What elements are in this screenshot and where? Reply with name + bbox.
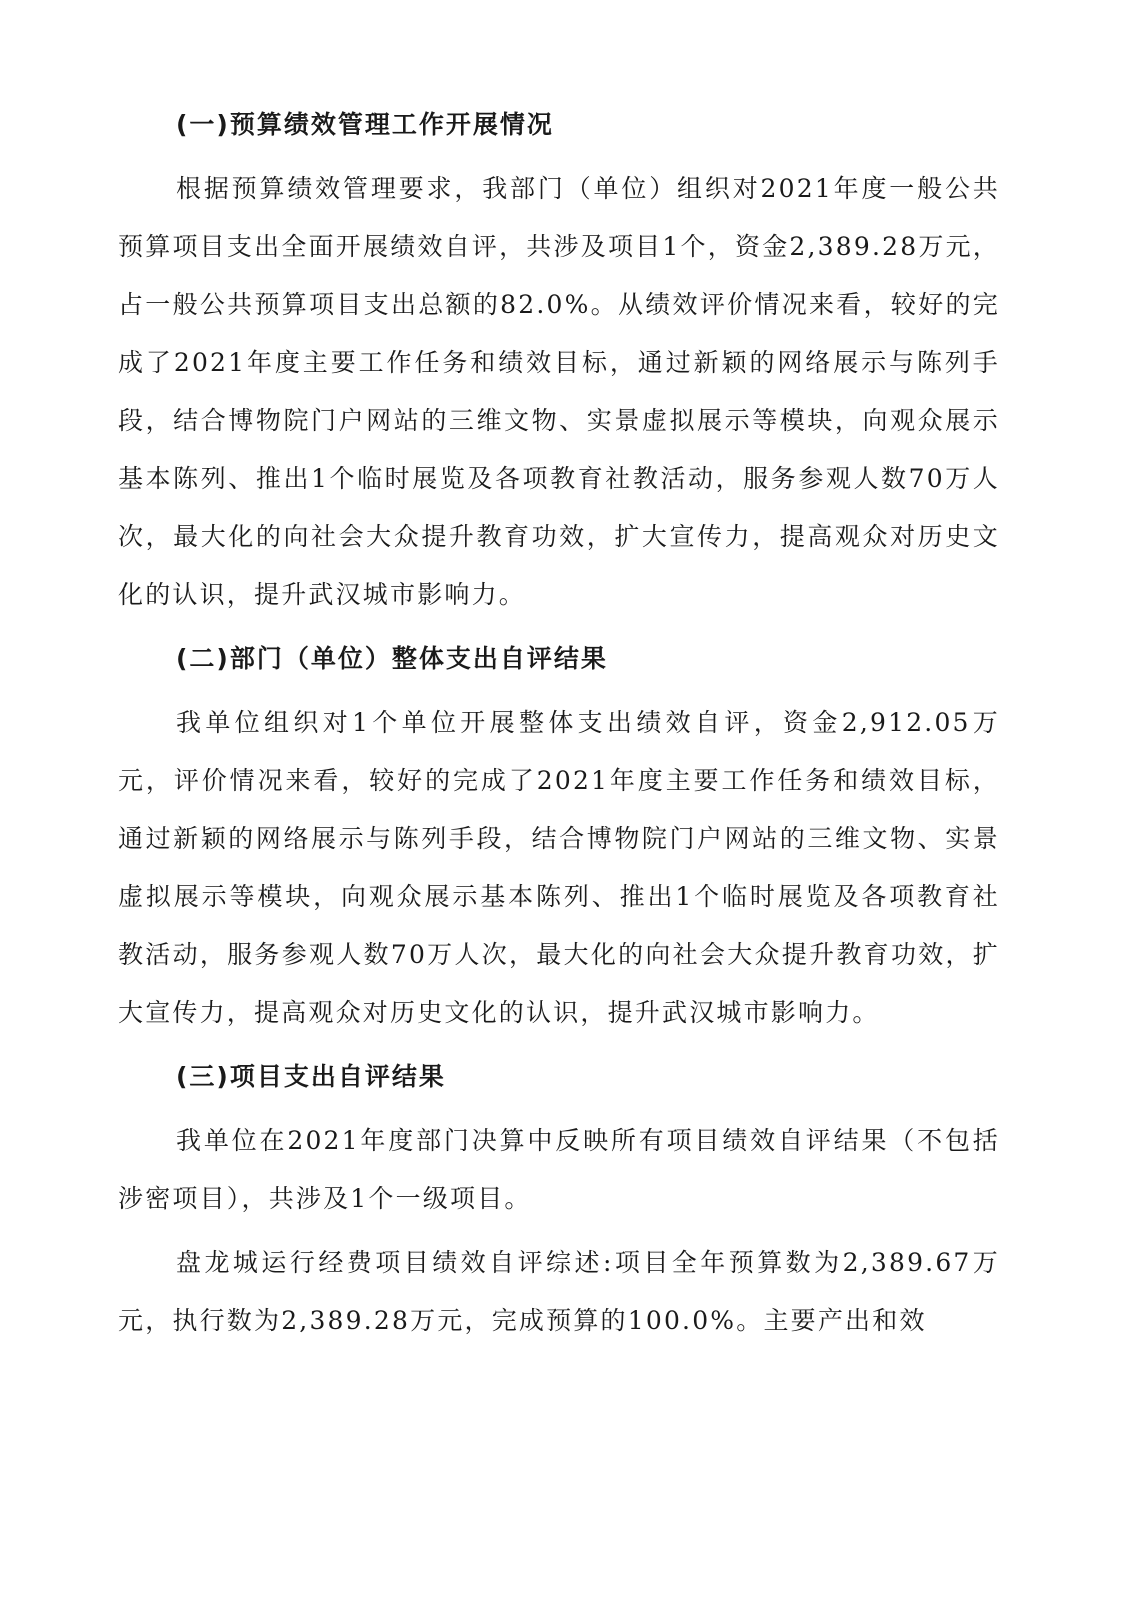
section-overall-expenditure bbox=[118, 630, 1000, 1042]
paragraph: 盘龙城运行经费项目绩效自评综述:项目全年预算数为2,389.67万元，执行数为2,389.28万元，完成预算的100.0%。主要产出和效 bbox=[118, 1248, 1000, 1335]
paragraph: 我单位在2021年度部门决算中反映所有项目绩效自评结果（不包括涉密项目），共涉及1个一级项目。 bbox=[118, 1126, 1000, 1213]
section-heading: (三)项目支出自评结果 bbox=[176, 1062, 446, 1091]
section-heading: (一)预算绩效管理工作开展情况 bbox=[176, 110, 554, 139]
paragraph: 我单位组织对1个单位开展整体支出绩效自评，资金2,912.05万元，评价情况来看，较好的完成了2021年度主要工作任务和绩效目标，通过新颖的网络展示与陈列手段，结合博物院门户网站的三维文物、实景虚拟展示等模块，向观众展示基本陈列、推出1个临时展览及各项教育社教活动，服务参观人数70万人次，最大化的向社会大众提升教育功效，扩大宣传力，提高观众对历史文化的认识，提升武汉城市影响力。 bbox=[118, 708, 1000, 1027]
section-budget-performance bbox=[118, 96, 1000, 624]
section-heading: (二)部门（单位）整体支出自评结果 bbox=[176, 644, 608, 673]
section-project-expenditure bbox=[118, 1048, 1000, 1350]
document-page bbox=[118, 96, 1000, 1356]
paragraph: 根据预算绩效管理要求，我部门（单位）组织对2021年度一般公共预算项目支出全面开展绩效自评，共涉及项目1个，资金2,389.28万元，占一般公共预算项目支出总额的82.0%。从绩效评价情况来看，较好的完成了2021年度主要工作任务和绩效目标，通过新颖的网络展示与陈列手段，结合博物院门户网站的三维文物、实景虚拟展示等模块，向观众展示基本陈列、推出1个临时展览及各项教育社教活动，服务参观人数70万人次，最大化的向社会大众提升教育功效，扩大宣传力，提高观众对历史文化的认识，提升武汉城市影响力。 bbox=[118, 174, 1000, 609]
